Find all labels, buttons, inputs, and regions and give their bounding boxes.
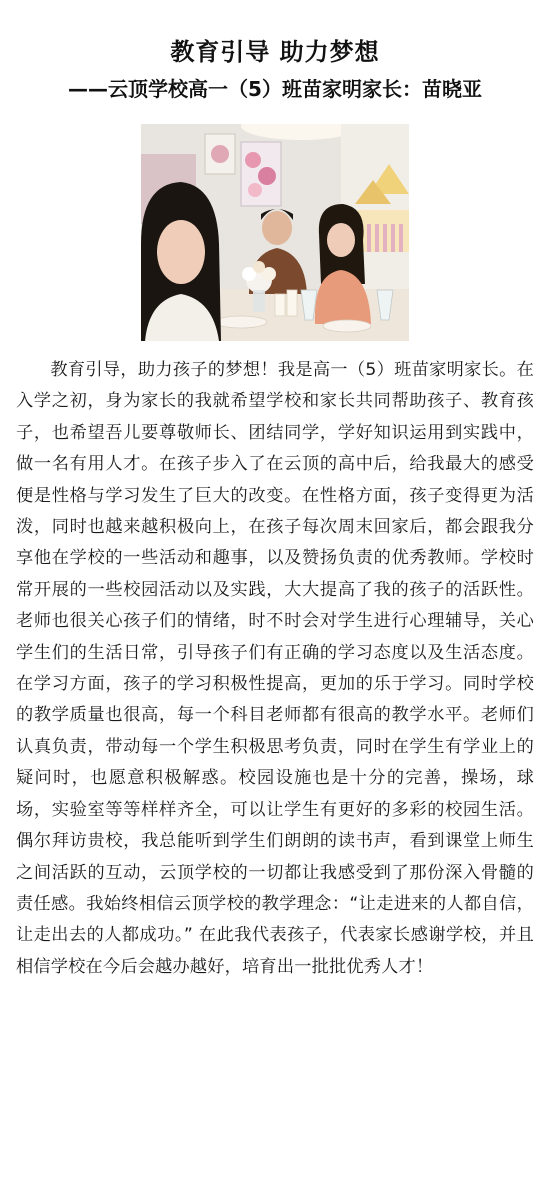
article-subtitle: ——云顶学校高一（5）班苗家明家长：苗晓亚 [68, 77, 482, 101]
family-photo [141, 124, 409, 341]
article-title: 教育引导 助力梦想 [170, 38, 380, 66]
family-photo-illustration [141, 124, 409, 341]
article-body: 教育引导，助力孩子的梦想！我是高一（5）班苗家明家长。在入学之初，身为家长的我就希望学校和家长共同帮助孩子、教育孩子，也希望吾儿要尊敬师长、团结同学，学好知识运用到实践中，做一名有用人才。在孩子步入了在云顶的高中后，给我最大的感受便是性格与学习发生了巨大的改变。在性格方面，孩子变得更为活泼，同时也越来越积极向上，在孩子每次周末回家后，都会跟我分享他在学校的一些活动和趣事，以及赞扬负责的优秀教师。学校时常开展的一些校园活动以及实践，大大提高了我的孩子的活跃性。老师也很关心孩子们的情绪，时不时会对学生进行心理辅导，关心学生们的生活日常，引导孩子们有正确的学习态度以及生活态度。在学习方面，孩子的学习积极性提高，更加的乐于学习。同时学校的教学质量也很高，每一个科目老师都有很高的教学水平。老师们认真负责，带动每一个学生积极思考负责，同时在学生有学业上的疑问时，也愿意积极解惑。校园设施也是十分的完善，操场，球场，实验室等等样样齐全，可以让学生有更好的多彩的校园生活。偶尔拜访贵校，我总能听到学生们朗朗的读书声，看到课堂上师生之间活跃的互动，云顶学校的一切都让我感受到了那份深入骨髓的责任感。我始终相信云顶学校的教学理念：“让走进来的人都自信，让走出去的人都成功。” 在此我代表孩子，代表家长感谢学校，并且相信学校在今后会越办越好，培育出一批批优秀人才！ [16, 360, 534, 977]
